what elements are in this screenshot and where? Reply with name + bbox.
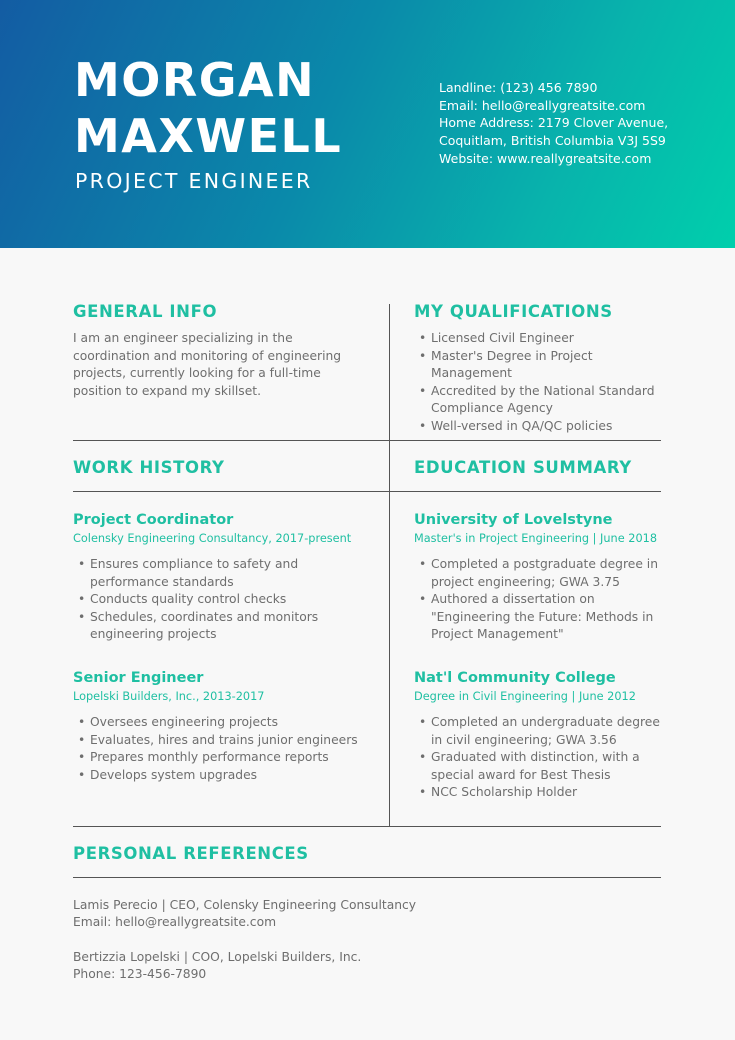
reference-1-name: Lamis Perecio | CEO, Colensky Engineering Consultancy: [73, 898, 417, 912]
school-notes-2: [414, 714, 669, 802]
list-item: • Completed a postgraduate degree in project engineering; GWA 3.75: [414, 556, 664, 591]
list-item: • Completed an undergraduate degree in civil engineering; GWA 3.56: [414, 714, 669, 749]
list-item: • Accredited by the National Standard Compliance Agency: [414, 383, 669, 418]
contact-email: Email: hello@reallygreatsite.com: [439, 97, 646, 113]
list-item: • Develops system upgrades: [73, 767, 373, 785]
header-banner: [0, 0, 735, 248]
qualifications-heading: MY QUALIFICATIONS: [414, 302, 613, 321]
list-item: • Ensures compliance to safety and performance standards: [73, 556, 373, 591]
qualifications-list: [414, 330, 669, 436]
full-name: [74, 52, 414, 164]
column-divider-mid: [389, 440, 390, 826]
list-item: • NCC Scholarship Holder: [414, 784, 669, 802]
school-notes-1: [414, 556, 664, 644]
list-item: • Schedules, coordinates and monitors engineering projects: [73, 609, 373, 644]
references-underline: [73, 877, 661, 878]
name-last: MAXWELL: [74, 109, 343, 163]
work-history-heading: WORK HISTORY: [73, 458, 225, 477]
contact-website: Website: www.reallygreatsite.com: [439, 150, 652, 166]
job-title-2: Senior Engineer: [73, 670, 204, 686]
job-duties-1: [73, 556, 373, 644]
references-heading: PERSONAL REFERENCES: [73, 844, 309, 863]
heading-underline-right: [389, 491, 661, 492]
list-item: • Authored a dissertation on "Engineering the Future: Methods in Project Management": [414, 591, 664, 644]
general-info-heading: GENERAL INFO: [73, 302, 218, 321]
job-company-2: Lopelski Builders, Inc., 2013-2017: [73, 690, 265, 703]
list-item: • Graduated with distinction, with a special award for Best Thesis: [414, 749, 669, 784]
list-item: • Well-versed in QA/QC policies: [414, 418, 669, 436]
contact-landline: Landline: (123) 456 7890: [439, 80, 598, 95]
contact-block: [439, 79, 699, 168]
job-role: PROJECT ENGINEER: [75, 169, 313, 193]
school-degree-2: Degree in Civil Engineering | June 2012: [414, 690, 636, 703]
general-info-text: I am an engineer specializing in the coordination and monitoring of engineering projects, currently looking for a full-time position to expand my skillset.: [73, 331, 342, 398]
contact-address-line1: Home Address: 2179 Clover Avenue,: [439, 115, 669, 131]
education-heading: EDUCATION SUMMARY: [414, 458, 632, 477]
heading-underline-left: [73, 491, 389, 492]
name-first: MORGAN: [74, 53, 316, 107]
list-item: • Prepares monthly performance reports: [73, 749, 373, 767]
school-title-1: University of Lovelstyne: [414, 512, 613, 528]
column-divider-top: [389, 304, 390, 440]
section-divider-1: [73, 440, 661, 441]
school-title-2: Nat'l Community College: [414, 670, 616, 686]
list-item: • Conducts quality control checks: [73, 591, 373, 609]
list-item: • Evaluates, hires and trains junior engineers: [73, 732, 373, 750]
list-item: • Oversees engineering projects: [73, 714, 373, 732]
reference-2-name: Bertizzia Lopelski | COO, Lopelski Builders, Inc.: [73, 950, 362, 964]
contact-address-line2: Coquitlam, British Columbia V3J 5S9: [439, 133, 666, 149]
list-item: • Master's Degree in Project Management: [414, 348, 669, 383]
reference-1-contact: Email: hello@reallygreatsite.com: [73, 915, 277, 929]
school-degree-1: Master's in Project Engineering | June 2018: [414, 532, 658, 545]
list-item: • Licensed Civil Engineer: [414, 330, 669, 348]
job-title-1: Project Coordinator: [73, 512, 234, 528]
job-duties-2: [73, 714, 373, 784]
reference-2-contact: Phone: 123-456-7890: [73, 967, 207, 981]
job-company-1: Colensky Engineering Consultancy, 2017-present: [73, 532, 352, 545]
section-divider-2: [73, 826, 661, 827]
